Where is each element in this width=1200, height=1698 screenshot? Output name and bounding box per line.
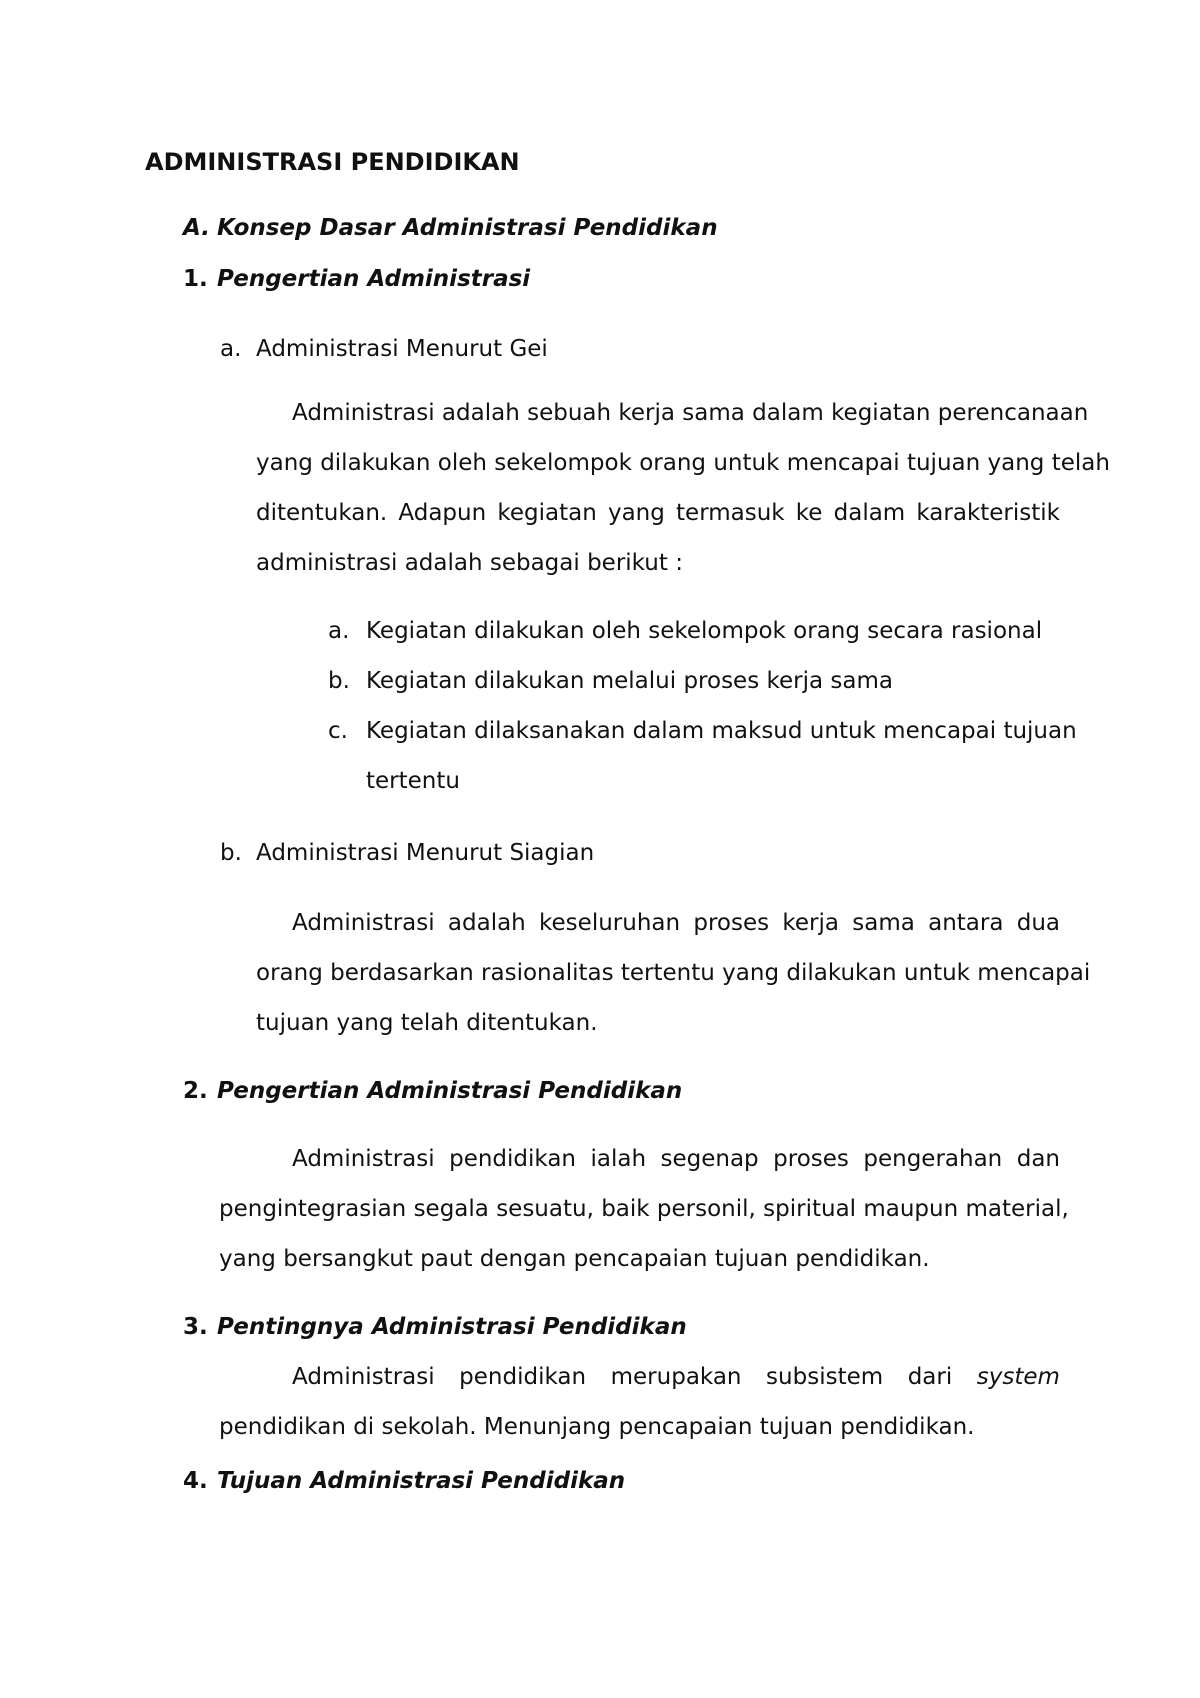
item-3-word: subsistem (766, 1364, 884, 1390)
sub-b-marker: b. (220, 840, 242, 866)
item-2-para-line-2: pengintegrasian segala sesuatu, baik personil, spiritual maupun material, (219, 1196, 1069, 1222)
list-item-b-text: Kegiatan dilakukan melalui proses kerja sama (366, 668, 893, 694)
item-3-word: pendidikan (459, 1364, 587, 1390)
item-3-word: Administrasi (292, 1364, 435, 1390)
document-title: ADMINISTRASI PENDIDIKAN (145, 148, 520, 176)
sub-b-para-line-2: orang berdasarkan rasionalitas tertentu yang dilakukan untuk mencapai (256, 960, 1091, 986)
item-2-heading: Pengertian Administrasi Pendidikan (217, 1078, 683, 1104)
sub-b-para-line-1: Administrasi adalah keseluruhan proses kerja sama antara dua (292, 910, 1060, 936)
list-item-a-marker: a. (328, 618, 350, 644)
sub-a-para-line-4: administrasi adalah sebagai berikut : (256, 550, 683, 576)
sub-a-para-line-1: Administrasi adalah sebuah kerja sama dalam kegiatan perencanaan (292, 400, 1089, 426)
sub-a-para-line-3: ditentukan. Adapun kegiatan yang termasuk ke dalam karakteristik (256, 500, 1060, 526)
sub-a-para-line-2: yang dilakukan oleh sekelompok orang untuk mencapai tujuan yang telah (256, 450, 1110, 476)
sub-a-heading: Administrasi Menurut Gei (256, 336, 548, 362)
section-a-marker: A. (183, 215, 210, 241)
list-item-a-text: Kegiatan dilakukan oleh sekelompok orang secara rasional (366, 618, 1043, 644)
list-item-c-marker: c. (328, 718, 348, 744)
sub-b-para-line-3: tujuan yang telah ditentukan. (256, 1010, 598, 1036)
item-3-italic-word: system (976, 1364, 1060, 1390)
item-2-marker: 2. (183, 1078, 208, 1104)
item-3-word: dari (907, 1364, 953, 1390)
list-item-b-marker: b. (328, 668, 350, 694)
item-1-heading: Pengertian Administrasi (217, 266, 531, 292)
item-3-word: merupakan (610, 1364, 742, 1390)
section-a-heading: Konsep Dasar Administrasi Pendidikan (217, 215, 718, 241)
item-1-marker: 1. (183, 266, 208, 292)
item-4-heading: Tujuan Administrasi Pendidikan (217, 1468, 626, 1494)
sub-b-heading: Administrasi Menurut Siagian (256, 840, 595, 866)
item-3-para-line-1 (292, 1366, 1060, 1389)
item-2-para-line-3: yang bersangkut paut dengan pencapaian tujuan pendidikan. (219, 1246, 930, 1272)
sub-a-marker: a. (220, 336, 242, 362)
list-item-c-continuation: tertentu (366, 768, 460, 794)
item-3-para-line-2: pendidikan di sekolah. Menunjang pencapaian tujuan pendidikan. (219, 1414, 975, 1440)
item-3-heading: Pentingnya Administrasi Pendidikan (217, 1314, 687, 1340)
item-4-marker: 4. (183, 1468, 208, 1494)
item-3-marker: 3. (183, 1314, 208, 1340)
list-item-c-text: Kegiatan dilaksanakan dalam maksud untuk mencapai tujuan (366, 718, 1077, 744)
item-2-para-line-1: Administrasi pendidikan ialah segenap proses pengerahan dan (292, 1146, 1060, 1172)
